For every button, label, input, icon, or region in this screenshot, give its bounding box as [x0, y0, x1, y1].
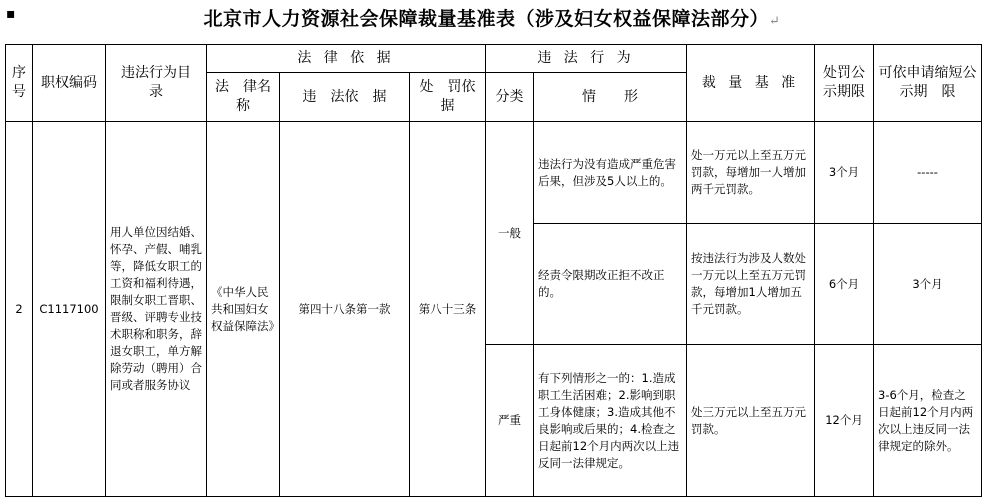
category-severe: 严重	[486, 345, 534, 497]
header-shorten: 可依申请缩短公示期 限	[874, 45, 982, 122]
header-seq: 序号	[6, 45, 33, 122]
header-category: 分类	[486, 73, 534, 122]
header-legal-basis: 法 律 依 据	[207, 45, 486, 73]
record-seq: 2	[6, 122, 33, 497]
record-code: C1117100	[33, 122, 106, 497]
penalty-standard-table	[5, 44, 982, 497]
record-law-name: 《中华人民共和国妇女权益保障法》	[207, 122, 280, 497]
row2-shorten: 3个月	[874, 224, 982, 345]
header-standard: 裁 量 基 准	[687, 45, 815, 122]
header-disclosure: 处罚公示期限	[815, 45, 874, 122]
record-penalty-basis: 第八十三条	[410, 122, 486, 497]
row2-disclosure: 6个月	[815, 224, 874, 345]
row3-standard: 处三万元以上至五万元罚款。	[687, 345, 815, 497]
row2-standard: 按违法行为涉及人数处一万元以上至五万元罚款，每增加1人增加五千元罚款。	[687, 224, 815, 345]
header-violated-basis: 违 法依 据	[280, 73, 410, 122]
row1-standard: 处一万元以上至五万元罚款，每增加一人增加两千元罚款。	[687, 122, 815, 224]
row3-disclosure: 12个月	[815, 345, 874, 497]
row1-shorten: -----	[874, 122, 982, 224]
header-code: 职权编码	[33, 45, 106, 122]
record-catalog: 用人单位因结婚、怀孕、产假、哺乳等，降低女职工的工资和福利待遇，限制女职工晋职、晋级、评聘专业技术职称和职务，辞退女职工，单方解除劳动（聘用）合同或者服务协议	[106, 122, 207, 497]
bullet-marker: ▪	[6, 6, 16, 22]
row3-shorten: 3-6个月，检查之日起前12个月内两次以上违反同一法律规定的除外。	[874, 345, 982, 497]
header-penalty-basis: 处 罚依 据	[410, 73, 486, 122]
row1-circumstance: 违法行为没有造成严重危害后果，但涉及5人以上的。	[534, 122, 687, 224]
header-violation: 违 法 行 为	[486, 45, 687, 73]
row2-circumstance: 经责令限期改正拒不改正的。	[534, 224, 687, 345]
row3-circumstance: 有下列情形之一的：1.造成职工生活困难；2.影响到职工身体健康；3.造成其他不良影响或后果的；4.检查之日起前12个月内两次以上违反同一法律规定。	[534, 345, 687, 497]
header-circumstance: 情 形	[534, 73, 687, 122]
paragraph-mark: ↵	[769, 14, 781, 29]
category-general: 一般	[486, 122, 534, 345]
header-law-name: 法 律名 称	[207, 73, 280, 122]
header-catalog: 违法行为目 录	[106, 45, 207, 122]
row1-disclosure: 3个月	[815, 122, 874, 224]
record-violated-basis: 第四十八条第一款	[280, 122, 410, 497]
page-title: 北京市人力资源社会保障裁量基准表（涉及妇女权益保障法部分）↵	[203, 8, 781, 30]
